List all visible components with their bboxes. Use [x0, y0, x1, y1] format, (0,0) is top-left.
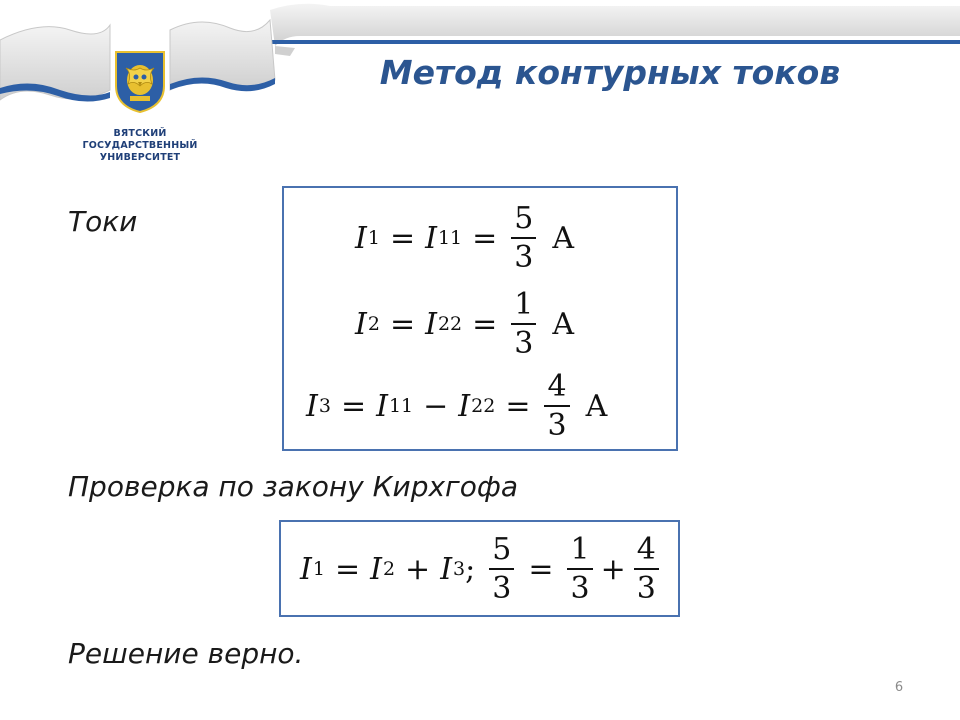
subscript: 3: [318, 395, 331, 417]
var: I: [370, 551, 382, 587]
conclusion-label: Решение верно.: [68, 637, 304, 670]
plus-sign: +: [405, 551, 431, 587]
subscript: 2: [382, 558, 396, 580]
slide-title: Метод контурных токов: [379, 53, 841, 92]
denominator: 3: [547, 407, 567, 443]
numerator: 5: [511, 204, 536, 239]
subscript: 22: [471, 395, 496, 417]
numerator: 1: [511, 290, 536, 325]
numerator: 4: [634, 535, 659, 570]
denominator: 3: [492, 570, 512, 606]
subscript: 1: [312, 558, 325, 580]
subscript: 3: [453, 558, 466, 580]
equation-i2: [355, 282, 574, 366]
university-name-line: УНИВЕРСИТЕТ: [99, 152, 181, 163]
equals-sign: =: [334, 551, 361, 587]
fraction: [489, 531, 514, 606]
var: I: [440, 551, 453, 587]
equation-kirchhoff: [300, 526, 663, 612]
page-number: 6: [894, 680, 904, 695]
denominator: 3: [570, 570, 590, 606]
subscript: 2: [367, 313, 380, 335]
semicolon: ;: [465, 551, 476, 587]
fraction: [511, 286, 536, 361]
denominator: 3: [514, 239, 534, 275]
var: I: [425, 306, 437, 342]
denominator: 3: [514, 325, 534, 361]
kirchhoff-check-label: Проверка по закону Кирхгофа: [68, 470, 518, 503]
subscript: 11: [388, 395, 414, 417]
university-name-line: ВЯТСКИЙ: [113, 128, 167, 139]
numerator: 4: [544, 372, 569, 407]
equals-sign: =: [472, 220, 498, 256]
var: I: [306, 388, 318, 424]
fraction: [634, 531, 659, 606]
var: I: [376, 388, 388, 424]
subscript: 22: [437, 313, 463, 335]
plus-sign: +: [600, 551, 626, 587]
var: I: [300, 551, 312, 587]
equation-i1: [355, 196, 574, 280]
university-name-line: ГОСУДАРСТВЕННЫЙ: [82, 140, 198, 151]
var: I: [355, 220, 367, 256]
fraction: [567, 531, 592, 606]
equation-i3: [306, 364, 607, 448]
equals-sign: =: [340, 388, 367, 424]
unit: A: [585, 388, 608, 424]
equals-sign: =: [505, 388, 531, 424]
numerator: 1: [567, 535, 592, 570]
currents-label: Токи: [68, 205, 138, 238]
unit: A: [552, 306, 575, 342]
subscript: 1: [367, 227, 380, 249]
subscript: 11: [437, 227, 463, 249]
var: I: [425, 220, 437, 256]
fraction: [544, 368, 569, 443]
equals-sign: =: [472, 306, 498, 342]
minus-sign: −: [423, 388, 449, 424]
var: I: [355, 306, 367, 342]
denominator: 3: [636, 570, 656, 606]
var: I: [458, 388, 471, 424]
equals-sign: =: [528, 551, 554, 587]
numerator: 5: [489, 535, 514, 570]
university-logo-icon: [112, 50, 168, 114]
equals-sign: =: [389, 306, 416, 342]
fraction: [511, 200, 536, 275]
equals-sign: =: [389, 220, 416, 256]
unit: A: [552, 220, 575, 256]
